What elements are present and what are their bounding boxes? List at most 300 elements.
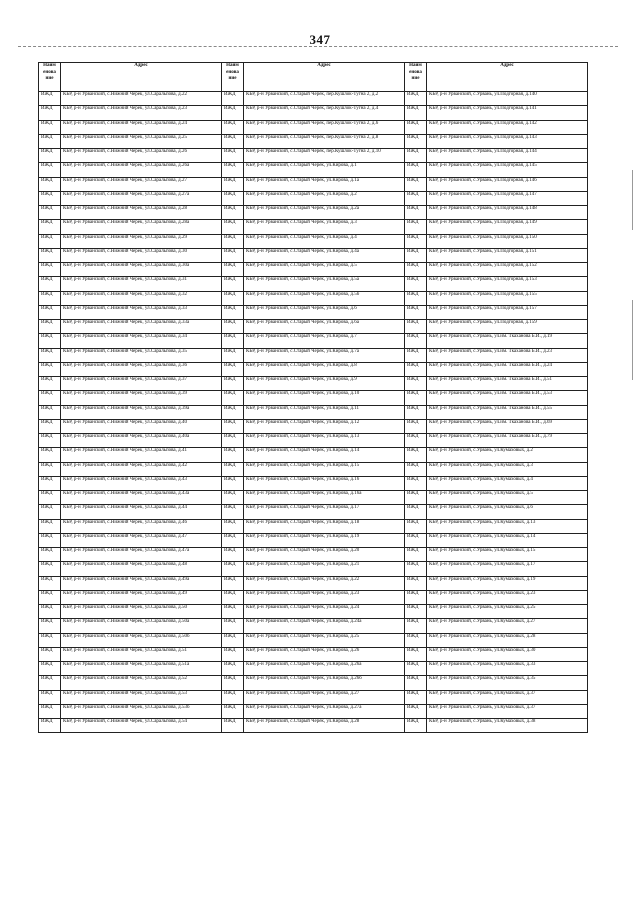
- address-cell: КБР, р-н Урванский, с.Нижний Черек, ул.Саральпова, д.30: [61, 248, 222, 262]
- address-cell: КБР, р-н Урванский, с.Нижний Черек, ул.Саральпова, д.49: [61, 590, 222, 604]
- address-cell: КБР, р-н Урванский, с.Урвань, ул.Подгорная, д.148: [427, 206, 588, 220]
- table-row: [39, 120, 588, 134]
- address-table: [38, 62, 588, 733]
- object-type-cell: ИЖД: [222, 619, 244, 633]
- object-type-cell: ИЖД: [405, 491, 427, 505]
- object-type-cell: ИЖД: [222, 405, 244, 419]
- object-type-cell: ИЖД: [39, 377, 61, 391]
- object-type-cell: ИЖД: [39, 491, 61, 505]
- table-row: [39, 590, 588, 604]
- address-cell: КБР, р-н Урванский, с.Нижний Черек, ул.Саральпова, д.36: [61, 362, 222, 376]
- object-type-cell: ИЖД: [39, 191, 61, 205]
- object-type-cell: ИЖД: [405, 719, 427, 733]
- address-cell: КБР, р-н Урванский, с.Старый Черек, ул.Кирова, д.7: [244, 334, 405, 348]
- table-row: [39, 191, 588, 205]
- table-row: [39, 248, 588, 262]
- address-cell: КБР, р-н Урванский, с.Нижний Черек, ул.Саральпова, д.46: [61, 519, 222, 533]
- object-type-cell: ИЖД: [405, 419, 427, 433]
- address-cell: КБР, р-н Урванский, с.Урвань, ул.им. Ткаханова Б.И., д.51: [427, 377, 588, 391]
- address-cell: КБР, р-н Урванский, с.Старый Черек, ул.Кирова, д.18: [244, 519, 405, 533]
- address-cell: КБР, р-н Урванский, с.Урвань, ул.Кумаховых, д.4: [427, 476, 588, 490]
- object-type-cell: ИЖД: [39, 690, 61, 704]
- address-cell: КБР, р-н Урванский, с.Нижний Черек, ул.Саральпова, д.50а: [61, 619, 222, 633]
- object-type-cell: ИЖД: [39, 704, 61, 718]
- object-type-cell: ИЖД: [222, 263, 244, 277]
- object-type-cell: ИЖД: [222, 305, 244, 319]
- address-cell: КБР, р-н Урванский, с.Урвань, ул.Кумаховых, д.2: [427, 448, 588, 462]
- object-type-cell: ИЖД: [39, 448, 61, 462]
- address-cell: КБР, р-н Урванский, с.Нижний Черек, ул.Саральпова, д.23: [61, 106, 222, 120]
- address-cell: КБР, р-н Урванский, с.Нижний Черек, ул.Саральпова, д.26а: [61, 163, 222, 177]
- address-cell: КБР, р-н Урванский, с.Урвань, ул.Подгорная, д.146: [427, 177, 588, 191]
- object-type-cell: ИЖД: [222, 562, 244, 576]
- address-cell: КБР, р-н Урванский, с.Нижний Черек, ул.Саральпова, д.24: [61, 120, 222, 134]
- table-row: [39, 690, 588, 704]
- object-type-cell: ИЖД: [405, 291, 427, 305]
- object-type-cell: ИЖД: [222, 92, 244, 106]
- object-type-cell: ИЖД: [405, 248, 427, 262]
- address-cell: КБР, р-н Урванский, с.Нижний Черек, ул.Саральпова, д.50б: [61, 633, 222, 647]
- object-type-cell: ИЖД: [222, 533, 244, 547]
- address-cell: КБР, р-н Урванский, с.Урвань, ул.Кумаховых, д.14: [427, 533, 588, 547]
- address-cell: КБР, р-н Урванский, с.Нижний Черек, ул.Саральпова, д.42: [61, 462, 222, 476]
- object-type-cell: ИЖД: [39, 291, 61, 305]
- object-type-cell: ИЖД: [39, 633, 61, 647]
- address-cell: КБР, р-н Урванский, с.Старый Черек, ул.Кирова, д.7а: [244, 348, 405, 362]
- object-type-cell: ИЖД: [405, 120, 427, 134]
- table-row: [39, 291, 588, 305]
- address-cell: КБР, р-н Урванский, с.Старый Черек, ул.Кирова, д.12: [244, 419, 405, 433]
- scan-edge-mark: [632, 170, 633, 230]
- address-cell: КБР, р-н Урванский, с.Нижний Черек, ул.Саральпова, д.28а: [61, 220, 222, 234]
- object-type-cell: ИЖД: [222, 462, 244, 476]
- table-row: [39, 647, 588, 661]
- object-type-cell: ИЖД: [405, 505, 427, 519]
- object-type-cell: ИЖД: [405, 605, 427, 619]
- object-type-cell: ИЖД: [39, 405, 61, 419]
- address-cell: КБР, р-н Урванский, с.Старый Черек, ул.Кирова, д.2а: [244, 206, 405, 220]
- address-cell: КБР, р-н Урванский, с.Нижний Черек, ул.Саральпова, д.40а: [61, 434, 222, 448]
- object-type-cell: ИЖД: [222, 719, 244, 733]
- address-cell: КБР, р-н Урванский, с.Нижний Черек, ул.Саральпова, д.27: [61, 177, 222, 191]
- address-cell: КБР, р-н Урванский, с.Старый Черек, ул.Кирова, д.26: [244, 647, 405, 661]
- object-type-cell: ИЖД: [222, 576, 244, 590]
- object-type-cell: ИЖД: [39, 434, 61, 448]
- object-type-cell: ИЖД: [222, 548, 244, 562]
- address-cell: КБР, р-н Урванский, с.Урвань, ул.Кумаховых, д.37: [427, 690, 588, 704]
- table-row: [39, 206, 588, 220]
- object-type-cell: ИЖД: [405, 320, 427, 334]
- header-address-2: Адрес: [244, 63, 405, 92]
- table-row: [39, 605, 588, 619]
- object-type-cell: ИЖД: [405, 704, 427, 718]
- address-cell: КБР, р-н Урванский, с.Нижний Черек, ул.Саральпова, д.32: [61, 291, 222, 305]
- address-cell: КБР, р-н Урванский, с.Старый Черек, ул.Кирова, д.24а: [244, 619, 405, 633]
- address-cell: КБР, р-н Урванский, с.Урвань, ул.Кумаховых, д.5: [427, 491, 588, 505]
- object-type-cell: ИЖД: [222, 348, 244, 362]
- address-cell: КБР, р-н Урванский, с.Старый Черек, ул.Кирова, д.25: [244, 633, 405, 647]
- address-cell: КБР, р-н Урванский, с.Старый Черек, ул.Кирова, д.1а: [244, 177, 405, 191]
- table-row: [39, 320, 588, 334]
- address-cell: КБР, р-н Урванский, с.Урвань, ул.Подгорная, д.159: [427, 320, 588, 334]
- address-cell: КБР, р-н Урванский, с.Старый Черек, ул.Кирова, д.17: [244, 505, 405, 519]
- table-row: [39, 676, 588, 690]
- object-type-cell: ИЖД: [222, 234, 244, 248]
- address-cell: КБР, р-н Урванский, с.Старый Черек, ул.Кирова, д.13: [244, 434, 405, 448]
- object-type-cell: ИЖД: [222, 320, 244, 334]
- object-type-cell: ИЖД: [222, 149, 244, 163]
- address-cell: КБР, р-н Урванский, с.Нижний Черек, ул.Саральпова, д.35: [61, 348, 222, 362]
- address-cell: КБР, р-н Урванский, с.Старый Черек, ул.Кирова, д.6а: [244, 320, 405, 334]
- address-cell: КБР, р-н Урванский, с.Нижний Черек, ул.Саральпова, д.29: [61, 234, 222, 248]
- table-row: [39, 576, 588, 590]
- address-cell: КБР, р-н Урванский, с.Старый Черек, ул.Кирова, д.5: [244, 263, 405, 277]
- address-cell: КБР, р-н Урванский, с.Старый Черек, ул.Кирова, д.26а: [244, 662, 405, 676]
- table-row: [39, 305, 588, 319]
- table-row: [39, 348, 588, 362]
- address-cell: КБР, р-н Урванский, с.Старый Черек, пер.Кушлок-Тугна 2, д.6: [244, 120, 405, 134]
- address-cell: КБР, р-н Урванский, с.Нижний Черек, ул.Саральпова, д.50: [61, 605, 222, 619]
- object-type-cell: ИЖД: [405, 576, 427, 590]
- address-cell: КБР, р-н Урванский, с.Старый Черек, ул.Кирова, д.11: [244, 405, 405, 419]
- table-row: [39, 334, 588, 348]
- table-row: [39, 163, 588, 177]
- object-type-cell: ИЖД: [405, 220, 427, 234]
- table-row: [39, 719, 588, 733]
- address-cell: КБР, р-н Урванский, с.Старый Черек, ул.Кирова, д.14: [244, 448, 405, 462]
- address-cell: КБР, р-н Урванский, с.Старый Черек, ул.Кирова, д.15: [244, 462, 405, 476]
- top-divider: [18, 46, 618, 47]
- object-type-cell: ИЖД: [222, 120, 244, 134]
- address-cell: КБР, р-н Урванский, с.Старый Черек, ул.Кирова, д.19: [244, 533, 405, 547]
- object-type-cell: ИЖД: [39, 305, 61, 319]
- table-body: [39, 92, 588, 733]
- object-type-cell: ИЖД: [39, 533, 61, 547]
- object-type-cell: ИЖД: [405, 106, 427, 120]
- address-cell: КБР, р-н Урванский, с.Нижний Черек, ул.Саральпова, д.30а: [61, 263, 222, 277]
- object-type-cell: ИЖД: [39, 476, 61, 490]
- address-cell: КБР, р-н Урванский, с.Урвань, ул.Подгорная, д.153: [427, 277, 588, 291]
- object-type-cell: ИЖД: [222, 505, 244, 519]
- address-cell: КБР, р-н Урванский, с.Старый Черек, ул.Кирова, д.20: [244, 548, 405, 562]
- address-cell: КБР, р-н Урванский, с.Урвань, ул.Подгорная, д.145: [427, 163, 588, 177]
- object-type-cell: ИЖД: [39, 605, 61, 619]
- table-header-row: [39, 63, 588, 92]
- address-cell: КБР, р-н Урванский, с.Нижний Черек, ул.Саральпова, д.51а: [61, 662, 222, 676]
- address-cell: КБР, р-н Урванский, с.Урвань, ул.Подгорная, д.147: [427, 191, 588, 205]
- page-number: 347: [309, 32, 331, 47]
- scan-edge-mark: [632, 300, 633, 380]
- address-cell: КБР, р-н Урванский, с.Старый Черек, ул.Кирова, д.27а: [244, 704, 405, 718]
- object-type-cell: ИЖД: [222, 419, 244, 433]
- object-type-cell: ИЖД: [39, 462, 61, 476]
- object-type-cell: ИЖД: [39, 120, 61, 134]
- object-type-cell: ИЖД: [405, 434, 427, 448]
- object-type-cell: ИЖД: [222, 362, 244, 376]
- object-type-cell: ИЖД: [405, 334, 427, 348]
- table-row: [39, 391, 588, 405]
- address-cell: КБР, р-н Урванский, с.Нижний Черек, ул.Саральпова, д.40: [61, 419, 222, 433]
- address-cell: КБР, р-н Урванский, с.Урвань, ул.им. Ткаханова Б.И., д.79: [427, 434, 588, 448]
- object-type-cell: ИЖД: [405, 277, 427, 291]
- address-cell: КБР, р-н Урванский, с.Старый Черек, ул.Кирова, д.22: [244, 576, 405, 590]
- address-cell: КБР, р-н Урванский, с.Урвань, ул.Кумаховых, д.15: [427, 548, 588, 562]
- header-type-2: Наим енова ние: [222, 63, 244, 92]
- object-type-cell: ИЖД: [222, 519, 244, 533]
- object-type-cell: ИЖД: [222, 633, 244, 647]
- address-cell: КБР, р-н Урванский, с.Урвань, ул.Подгорная, д.144: [427, 149, 588, 163]
- object-type-cell: ИЖД: [405, 305, 427, 319]
- address-cell: КБР, р-н Урванский, с.Урвань, ул.им. Ткаханова Б.И., д.55: [427, 405, 588, 419]
- address-cell: КБР, р-н Урванский, с.Старый Черек, ул.Кирова, д.28: [244, 719, 405, 733]
- object-type-cell: ИЖД: [39, 106, 61, 120]
- address-cell: КБР, р-н Урванский, с.Урвань, ул.Подгорная, д.142: [427, 120, 588, 134]
- object-type-cell: ИЖД: [222, 106, 244, 120]
- table-row: [39, 704, 588, 718]
- object-type-cell: ИЖД: [39, 576, 61, 590]
- address-cell: КБР, р-н Урванский, с.Урвань, ул.Подгорная, д.149: [427, 220, 588, 234]
- address-cell: КБР, р-н Урванский, с.Нижний Черек, ул.Саральпова, д.51: [61, 647, 222, 661]
- object-type-cell: ИЖД: [405, 377, 427, 391]
- address-cell: КБР, р-н Урванский, с.Нижний Черек, ул.Саральпова, д.41: [61, 448, 222, 462]
- address-cell: КБР, р-н Урванский, с.Нижний Черек, ул.Саральпова, д.53б: [61, 704, 222, 718]
- object-type-cell: ИЖД: [222, 334, 244, 348]
- address-cell: КБР, р-н Урванский, с.Старый Черек, ул.Кирова, д.4а: [244, 248, 405, 262]
- address-cell: КБР, р-н Урванский, с.Нижний Черек, ул.Саральпова, д.33: [61, 305, 222, 319]
- object-type-cell: ИЖД: [222, 248, 244, 262]
- object-type-cell: ИЖД: [405, 149, 427, 163]
- address-cell: КБР, р-н Урванский, с.Старый Черек, ул.Кирова, д.3: [244, 220, 405, 234]
- address-cell: КБР, р-н Урванский, с.Нижний Черек, ул.Саральпова, д.25: [61, 134, 222, 148]
- object-type-cell: ИЖД: [39, 134, 61, 148]
- address-cell: КБР, р-н Урванский, с.Урвань, ул.Кумаховых, д.33: [427, 662, 588, 676]
- address-cell: КБР, р-н Урванский, с.Урвань, ул.им. Ткаханова Б.И., д.69: [427, 419, 588, 433]
- address-cell: КБР, р-н Урванский, с.Нижний Черек, ул.Саральпова, д.26: [61, 149, 222, 163]
- address-cell: КБР, р-н Урванский, с.Старый Черек, ул.Кирова, д.23: [244, 590, 405, 604]
- object-type-cell: ИЖД: [39, 92, 61, 106]
- address-cell: КБР, р-н Урванский, с.Старый Черек, ул.Кирова, д.1: [244, 163, 405, 177]
- object-type-cell: ИЖД: [405, 533, 427, 547]
- object-type-cell: ИЖД: [222, 476, 244, 490]
- object-type-cell: ИЖД: [405, 690, 427, 704]
- table-row: [39, 619, 588, 633]
- address-cell: КБР, р-н Урванский, с.Нижний Черек, ул.Саральпова, д.39а: [61, 405, 222, 419]
- table-row: [39, 177, 588, 191]
- object-type-cell: ИЖД: [39, 348, 61, 362]
- object-type-cell: ИЖД: [405, 519, 427, 533]
- object-type-cell: ИЖД: [222, 177, 244, 191]
- object-type-cell: ИЖД: [222, 163, 244, 177]
- address-cell: КБР, р-н Урванский, с.Нижний Черек, ул.Саральпова, д.53: [61, 690, 222, 704]
- address-cell: КБР, р-н Урванский, с.Урвань, ул.им. Ткаханова Б.И., д.53: [427, 391, 588, 405]
- object-type-cell: ИЖД: [39, 548, 61, 562]
- object-type-cell: ИЖД: [39, 163, 61, 177]
- object-type-cell: ИЖД: [39, 647, 61, 661]
- table-row: [39, 519, 588, 533]
- address-cell: КБР, р-н Урванский, с.Старый Черек, ул.Кирова, д.10: [244, 391, 405, 405]
- object-type-cell: ИЖД: [39, 662, 61, 676]
- address-cell: КБР, р-н Урванский, с.Урвань, ул.Подгорная, д.155: [427, 291, 588, 305]
- object-type-cell: ИЖД: [39, 334, 61, 348]
- object-type-cell: ИЖД: [39, 519, 61, 533]
- object-type-cell: ИЖД: [222, 277, 244, 291]
- object-type-cell: ИЖД: [405, 92, 427, 106]
- table-row: [39, 462, 588, 476]
- address-cell: КБР, р-н Урванский, с.Нижний Черек, ул.Саральпова, д.37: [61, 377, 222, 391]
- object-type-cell: ИЖД: [39, 562, 61, 576]
- address-cell: КБР, р-н Урванский, с.Урвань, ул.Кумаховых, д.17: [427, 562, 588, 576]
- address-cell: КБР, р-н Урванский, с.Урвань, ул.Кумаховых, д.13: [427, 519, 588, 533]
- object-type-cell: ИЖД: [39, 320, 61, 334]
- table-row: [39, 662, 588, 676]
- address-cell: КБР, р-н Урванский, с.Нижний Черек, ул.Саральпова, д.28: [61, 206, 222, 220]
- address-cell: КБР, р-н Урванский, с.Старый Черек, ул.Кирова, д.24: [244, 605, 405, 619]
- address-cell: КБР, р-н Урванский, с.Урвань, ул.Кумаховых, д.38: [427, 719, 588, 733]
- object-type-cell: ИЖД: [222, 434, 244, 448]
- object-type-cell: ИЖД: [405, 633, 427, 647]
- object-type-cell: ИЖД: [222, 206, 244, 220]
- object-type-cell: ИЖД: [222, 391, 244, 405]
- address-cell: КБР, р-н Урванский, с.Урвань, ул.Кумаховых, д.25: [427, 605, 588, 619]
- object-type-cell: ИЖД: [222, 662, 244, 676]
- object-type-cell: ИЖД: [405, 676, 427, 690]
- table-row: [39, 448, 588, 462]
- object-type-cell: ИЖД: [405, 462, 427, 476]
- object-type-cell: ИЖД: [405, 548, 427, 562]
- object-type-cell: ИЖД: [405, 647, 427, 661]
- object-type-cell: ИЖД: [222, 448, 244, 462]
- object-type-cell: ИЖД: [405, 590, 427, 604]
- address-cell: КБР, р-н Урванский, с.Нижний Черек, ул.Саральпова, д.39: [61, 391, 222, 405]
- object-type-cell: ИЖД: [39, 149, 61, 163]
- address-cell: КБР, р-н Урванский, с.Старый Черек, ул.Кирова, д.5а: [244, 277, 405, 291]
- table-row: [39, 419, 588, 433]
- address-cell: КБР, р-н Урванский, с.Урвань, ул.Кумаховых, д.23: [427, 590, 588, 604]
- object-type-cell: ИЖД: [405, 619, 427, 633]
- table-row: [39, 405, 588, 419]
- object-type-cell: ИЖД: [39, 177, 61, 191]
- object-type-cell: ИЖД: [222, 291, 244, 305]
- address-cell: КБР, р-н Урванский, с.Урвань, ул.Кумаховых, д.3: [427, 462, 588, 476]
- address-cell: КБР, р-н Урванский, с.Старый Черек, ул.Кирова, д.16а: [244, 491, 405, 505]
- table-row: [39, 277, 588, 291]
- object-type-cell: ИЖД: [222, 220, 244, 234]
- table-row: [39, 377, 588, 391]
- table-row: [39, 234, 588, 248]
- address-cell: КБР, р-н Урванский, с.Урвань, ул.им. Ткаханова Б.И., д.23: [427, 348, 588, 362]
- object-type-cell: ИЖД: [39, 590, 61, 604]
- address-cell: КБР, р-н Урванский, с.Урвань, ул.Подгорная, д.143: [427, 134, 588, 148]
- address-cell: КБР, р-н Урванский, с.Старый Черек, пер.Кушлок-Тугна 2, д.10: [244, 149, 405, 163]
- object-type-cell: ИЖД: [39, 419, 61, 433]
- object-type-cell: ИЖД: [405, 476, 427, 490]
- object-type-cell: ИЖД: [405, 348, 427, 362]
- address-cell: КБР, р-н Урванский, с.Нижний Черек, ул.Саральпова, д.49а: [61, 576, 222, 590]
- object-type-cell: ИЖД: [222, 647, 244, 661]
- object-type-cell: ИЖД: [222, 191, 244, 205]
- object-type-cell: ИЖД: [222, 491, 244, 505]
- object-type-cell: ИЖД: [39, 505, 61, 519]
- object-type-cell: ИЖД: [222, 690, 244, 704]
- object-type-cell: ИЖД: [405, 177, 427, 191]
- header-type-1: Наим енова ние: [39, 63, 61, 92]
- object-type-cell: ИЖД: [39, 676, 61, 690]
- table-row: [39, 434, 588, 448]
- object-type-cell: ИЖД: [405, 405, 427, 419]
- address-cell: КБР, р-н Урванский, с.Урвань, ул.Подгорная, д.151: [427, 248, 588, 262]
- object-type-cell: ИЖД: [39, 206, 61, 220]
- object-type-cell: ИЖД: [39, 391, 61, 405]
- table-row: [39, 505, 588, 519]
- object-type-cell: ИЖД: [405, 191, 427, 205]
- address-cell: КБР, р-н Урванский, с.Старый Черек, пер.Кушлок-Тугна 2, д.2: [244, 92, 405, 106]
- table-row: [39, 633, 588, 647]
- object-type-cell: ИЖД: [222, 676, 244, 690]
- object-type-cell: ИЖД: [39, 234, 61, 248]
- table-row: [39, 548, 588, 562]
- table-row: [39, 533, 588, 547]
- object-type-cell: ИЖД: [222, 590, 244, 604]
- header-address-1: Адрес: [61, 63, 222, 92]
- table-row: [39, 106, 588, 120]
- address-cell: КБР, р-н Урванский, с.Урвань, ул.Кумаховых, д.30: [427, 647, 588, 661]
- object-type-cell: ИЖД: [222, 134, 244, 148]
- address-cell: КБР, р-н Урванский, с.Нижний Черек, ул.Саральпова, д.52: [61, 676, 222, 690]
- address-cell: КБР, р-н Урванский, с.Старый Черек, ул.Кирова, д.4: [244, 234, 405, 248]
- object-type-cell: ИЖД: [405, 362, 427, 376]
- object-type-cell: ИЖД: [39, 220, 61, 234]
- address-cell: КБР, р-н Урванский, с.Урвань, ул.Кумаховых, д.6: [427, 505, 588, 519]
- table-row: [39, 263, 588, 277]
- object-type-cell: ИЖД: [405, 448, 427, 462]
- table-row: [39, 149, 588, 163]
- address-cell: КБР, р-н Урванский, с.Нижний Черек, ул.Саральпова, д.34: [61, 334, 222, 348]
- address-cell: КБР, р-н Урванский, с.Нижний Черек, ул.Саральпова, д.43: [61, 476, 222, 490]
- object-type-cell: ИЖД: [222, 704, 244, 718]
- address-cell: КБР, р-н Урванский, с.Старый Черек, ул.Кирова, д.27: [244, 690, 405, 704]
- object-type-cell: ИЖД: [222, 605, 244, 619]
- object-type-cell: ИЖД: [405, 234, 427, 248]
- address-cell: КБР, р-н Урванский, с.Урвань, ул.Подгорная, д.150: [427, 234, 588, 248]
- address-cell: КБР, р-н Урванский, с.Нижний Черек, ул.Саральпова, д.47а: [61, 548, 222, 562]
- address-cell: КБР, р-н Урванский, с.Нижний Черек, ул.Саральпова, д.33а: [61, 320, 222, 334]
- address-cell: КБР, р-н Урванский, с.Нижний Черек, ул.Саральпова, д.44: [61, 505, 222, 519]
- address-cell: КБР, р-н Урванский, с.Старый Черек, ул.Кирова, д.6: [244, 305, 405, 319]
- address-cell: КБР, р-н Урванский, с.Старый Черек, пер.Кушлок-Тугна 2, д.4: [244, 106, 405, 120]
- address-cell: КБР, р-н Урванский, с.Нижний Черек, ул.Саральпова, д.27а: [61, 191, 222, 205]
- table-row: [39, 491, 588, 505]
- address-cell: КБР, р-н Урванский, с.Урвань, ул.Подгорная, д.140: [427, 92, 588, 106]
- table-row: [39, 92, 588, 106]
- object-type-cell: ИЖД: [405, 391, 427, 405]
- object-type-cell: ИЖД: [39, 263, 61, 277]
- address-cell: КБР, р-н Урванский, с.Урвань, ул.им. Ткаханова Б.И., д.24: [427, 362, 588, 376]
- address-cell: КБР, р-н Урванский, с.Урвань, ул.Кумаховых, д.35: [427, 676, 588, 690]
- address-cell: КБР, р-н Урванский, с.Урвань, ул.Кумаховых, д.28: [427, 633, 588, 647]
- address-cell: КБР, р-н Урванский, с.Нижний Черек, ул.Саральпова, д.31: [61, 277, 222, 291]
- address-cell: КБР, р-н Урванский, с.Урвань, ул.им. Ткаханова Б.И., д.19: [427, 334, 588, 348]
- object-type-cell: ИЖД: [222, 377, 244, 391]
- address-cell: КБР, р-н Урванский, с.Нижний Черек, ул.Саральпова, д.22: [61, 92, 222, 106]
- address-cell: КБР, р-н Урванский, с.Нижний Черек, ул.Саральпова, д.48: [61, 562, 222, 576]
- address-cell: КБР, р-н Урванский, с.Урвань, ул.Подгорная, д.152: [427, 263, 588, 277]
- address-cell: КБР, р-н Урванский, с.Урвань, ул.Подгорная, д.141: [427, 106, 588, 120]
- address-cell: КБР, р-н Урванский, с.Урвань, ул.Подгорная, д.157: [427, 305, 588, 319]
- address-cell: КБР, р-н Урванский, с.Урвань, ул.Кумаховых, д.19: [427, 576, 588, 590]
- object-type-cell: ИЖД: [39, 362, 61, 376]
- table-row: [39, 562, 588, 576]
- table-row: [39, 134, 588, 148]
